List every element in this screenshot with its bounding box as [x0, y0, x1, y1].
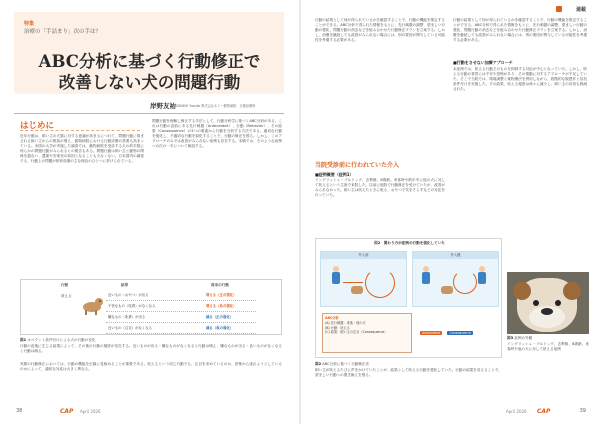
- figure-2-note: 飼い主が吠えるたびに声をかけていたことが、結果として吠える行動を強化していた。行動の結果を変えることで、望ましい行動への置き換えを図る。: [315, 368, 502, 378]
- bulldog-face: [517, 278, 577, 332]
- consequence-label: Consequence: [449, 331, 472, 335]
- kicker: 特集: [24, 21, 35, 27]
- body-text-col2: 本症例では、吠える行動そのものを抑制する対応が中心となっていた。しかし、吠える行動の背景には不安や恐怖があり、その情動に対するアプローチが不足していた。そこで当院では、環境調整と薬物療法を併用しながら、段階的な脱感作と拮抗条件付けを実施した。その結果、吠える頻度は徐々に減少し、飼い主の負担も軽減された。: [453, 67, 587, 92]
- fig1-future: 減る（負の弱化）: [206, 326, 234, 330]
- fig1-result: 嫌なもの（叱責）が出る: [108, 315, 146, 319]
- case-dog-photo: [507, 272, 589, 334]
- author-name: 岸野友祐: [150, 102, 176, 110]
- abc-note-a: (A) 先行刺激：来客・他の犬: [325, 320, 366, 325]
- series-tag: 連載: [575, 7, 586, 13]
- reinforcement-loop-icon: [365, 268, 395, 298]
- article-title-line1: ABC分析に基づく行動修正で: [38, 52, 261, 71]
- dog-ear: [563, 282, 581, 300]
- fig1-result: 不快なもの（叱責）がなくなる: [108, 304, 156, 308]
- body-text-bottom: 実際の行動修正においては、行動の機能を正確に見極めることが重要である。吠えるという同じ行動でも、注目を求めているのか、恐怖から逃れようとしているのかによって、適切な対応は大きく異なる。: [20, 362, 282, 372]
- figure-2-caption: [315, 362, 502, 367]
- panel-after-label: 介入後: [413, 252, 498, 259]
- body-text-col2-top: 行動の結果として何が得られているかを確認することで、行動の機能を推定することができる。ABC分析で得られた情報をもとに、先行刺激の調整、望ましい行動の強化、問題行動の消去などを組み合わせた行動修正プランを立案する。しかし、治療を継続しても改善がみられない場合には、別の要因が関与している可能性を考慮する必要がある。: [453, 18, 587, 43]
- fig1-row: [106, 312, 256, 323]
- panel-after: [412, 251, 499, 307]
- arrow-icon: [343, 282, 363, 283]
- fig3-caption-label: 図3: [507, 336, 514, 340]
- left-page: [0, 0, 299, 424]
- divider: [14, 113, 284, 114]
- abc-note-box: [322, 313, 412, 353]
- figure-1-note: 行動の直後に生じる結果によって、その後の行動の頻度が変化する。良いものが出る・嫌なものがなくなると行動は増え、嫌なものが出る・良いものがなくなると行動は減る。: [20, 344, 282, 354]
- fig1-head-future: 将来の行動: [211, 283, 229, 287]
- case-title: ■症例概要（症例1）: [315, 172, 354, 177]
- fig1-row: [106, 290, 256, 301]
- fig1-result: 良いもの（おやつ）が出る: [108, 293, 149, 297]
- fig2-title: 図2 関わり方が症例の行動を強化していた: [374, 241, 445, 245]
- fig3-caption-text: 症例の外観: [514, 336, 533, 340]
- panel-before: [320, 251, 407, 307]
- right-page: [301, 0, 600, 424]
- series-tag-icon: [556, 6, 562, 12]
- issue-date: April 2026: [80, 409, 101, 414]
- dog-icon: [441, 286, 453, 294]
- body-text-col1: 近年行動は、飼い主の犬猫に対する意識が高まるにつれて、問題行動に悩まされる飼い主からの相談が増え、動物病院における行動診療の需要も高まっている。米国の大学が実施した調査では、動物病院を受診する犬の約半数に何らかの問題行動がみられるとの報告もある。問題行動は飼い主と動物の関係を損ない、遺棄や安楽死の原因となることも少なくない。日本国内の調査でも、行動上の問題が飼育放棄の主な理由のひとつに挙げられている。: [20, 134, 144, 164]
- fig1-row: [106, 301, 256, 312]
- abc-note-c: (C) 結果：飼い主の注目（Consequence）: [325, 330, 388, 335]
- fig1-future: 増える（正の強化）: [206, 293, 237, 297]
- fig1-future: 減る（正の弱化）: [206, 315, 234, 319]
- fig1-caption-label: 図1: [20, 338, 27, 342]
- magazine-logo: CAP: [537, 408, 551, 415]
- issue-date: April 2026: [506, 409, 527, 414]
- figure-3-caption: [507, 336, 589, 341]
- col2-heading: ■行動をさせない加療アプローチ: [453, 60, 513, 65]
- magazine-logo: CAP: [60, 408, 74, 415]
- dog-eye: [555, 300, 561, 306]
- dog-eye: [533, 300, 539, 306]
- figure-2-abc-diagram: [315, 238, 502, 358]
- section-underline: [20, 130, 140, 131]
- author-affiliation: KISHINO Yusuke 株式会社ネミー動物病院 行動診療科: [175, 104, 256, 108]
- body-text-col1: 行動の結果として何が得られているかを確認することで、行動の機能を推定することができる。ABC分析で得られた情報をもとに、先行刺激の調整、望ましい行動の強化、問題行動の消去などを組み合わせた行動修正プランを立案する。しかし、治療を継続しても改善がみられない場合には、別の要因が関与している可能性を考慮する必要がある。: [315, 18, 445, 43]
- fig1-head-result: 結果: [121, 283, 129, 287]
- owner-icon: [331, 266, 341, 286]
- dog-ear: [513, 282, 531, 300]
- fig2-caption-text: ABC分析に基づく行動修正法: [322, 362, 370, 366]
- page-number: 39: [579, 408, 586, 414]
- figure-1-operant-table: [20, 279, 282, 335]
- body-text-col2: 問題行動を理解し修正する手法として、行動分析学に基づくABC分析がある。これは行動の直前にある先行刺激（Antecedent）、行動（Behavior）、その結果（Consequence）の3つの要素から行動を分析する方法である。適切な行動を強化し、不適切な行動を弱化することで、行動の修正を図る。しかし、このアプローチのみでは改善がみられない症例も存在する。本稿では、そのような症例への次の一手について解説する。: [152, 119, 282, 149]
- figure-3-note: イングリッシュ・ブルドッグ、去勢雄、8歳齢。来客時や他の犬に対して吠える症例: [507, 342, 589, 352]
- owner-icon: [421, 266, 431, 286]
- fig2-caption-label: 図2: [315, 362, 322, 366]
- abc-note-heading: ABC分析: [325, 316, 339, 320]
- antecedent-label: Antecedent: [422, 331, 441, 335]
- case-text: イングリッシュ・ブルドッグ、去勢雄、8歳齢。来客時や散歩中に他の犬に対して吠えるという主訴で来院した。以前に他院で行動修正を受けていたが、改善がみられなかった。飼い主は吠えたときに叱る、おやつで気をそらすなどの対応を行っていた。: [315, 178, 445, 198]
- owner-icon: [477, 266, 487, 286]
- fig1-row-label: 吠える: [61, 294, 72, 298]
- section-heading: はじめに: [20, 121, 55, 131]
- dog-nose: [541, 308, 553, 315]
- dog-icon: [351, 286, 363, 294]
- fig1-head-behavior: 行動: [61, 283, 69, 287]
- fig1-row: [106, 323, 256, 334]
- fig1-future: 増える（負の強化）: [206, 304, 237, 308]
- section-heading: 当院受診前に行われていた介入: [315, 162, 400, 169]
- panel-before-label: 介入前: [321, 252, 406, 259]
- figure-1-caption: [20, 338, 282, 343]
- reinforcement-loop-icon: [453, 270, 477, 294]
- abc-label-group: [420, 319, 498, 338]
- article-title-line2: 改善しない犬の問題行動: [58, 73, 241, 92]
- abc-note-b: (B) 行動：吠える: [325, 325, 350, 330]
- subtitle: 治療の「手詰まり」次の手は？: [24, 29, 102, 35]
- fig1-result: 良いもの（注目）がなくなる: [108, 326, 153, 330]
- page-number: 38: [16, 408, 23, 414]
- fig1-caption-text: オペラント条件付けによる犬の行動の変化: [27, 338, 96, 342]
- barking-dog-icon: [79, 294, 105, 316]
